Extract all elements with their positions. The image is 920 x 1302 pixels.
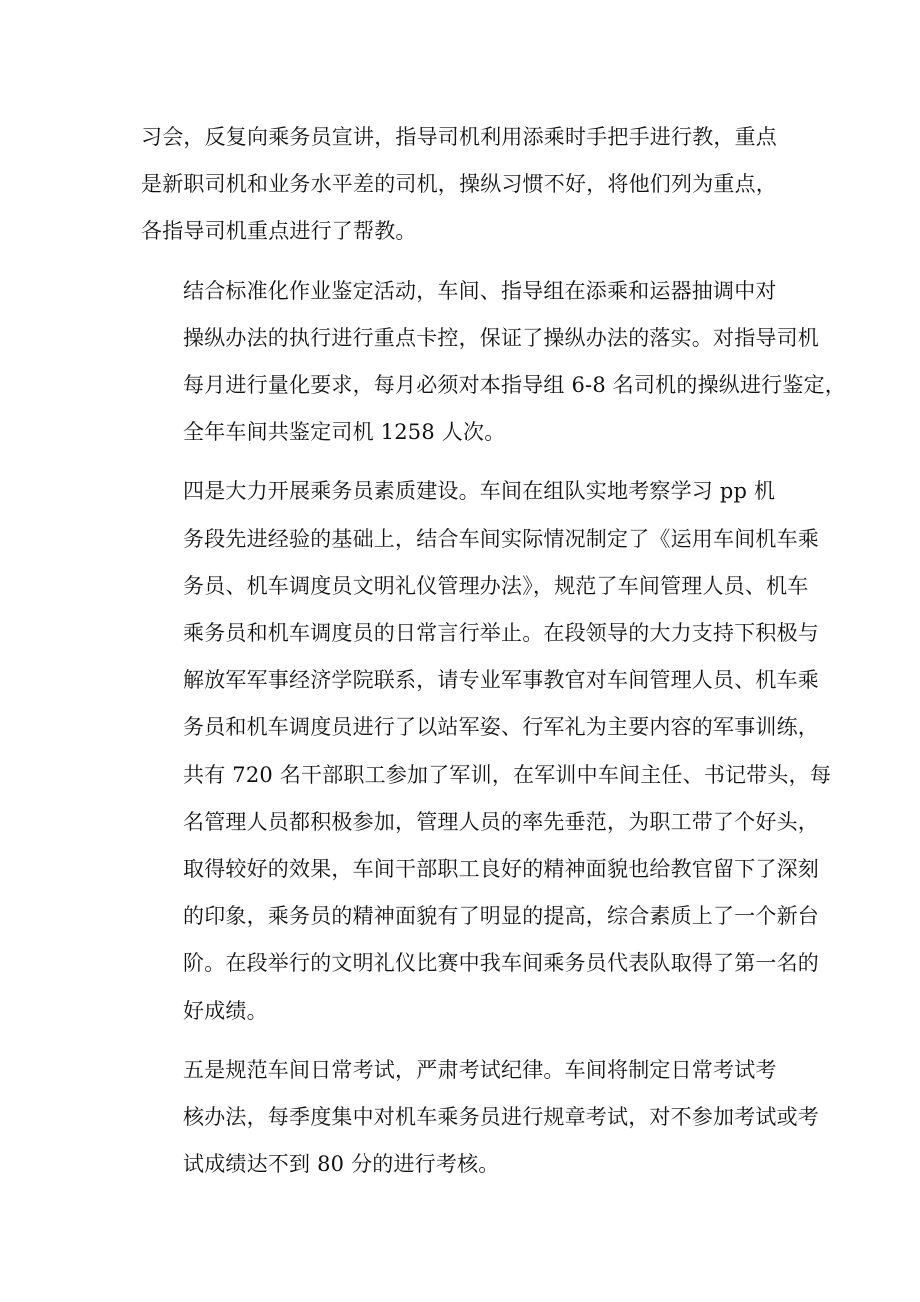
text-line: 解放军军事经济学院联系，请专业军事教官对车间管理人员、机车乘 [183,668,819,693]
text-line: 取得较好的效果，车间干部职工良好的精神面貌也给教官留下了深刻 [183,857,819,882]
text-line: 全年车间共鉴定司机 1258 人次。 [183,420,506,445]
document-page [141,114,846,1200]
text-line: 的印象，乘务员的精神面貌有了明显的提高，综合素质上了一个新台 [183,904,819,929]
text-line: 务员和机车调度员进行了以站军姿、行军礼为主要内容的军事训练， [183,715,819,740]
text-line: 务段先进经验的基础上，结合车间实际情况制定了《运用车间机车乘 [183,526,819,551]
text-line: 试成绩达不到 80 分的进行考核。 [183,1152,500,1177]
text-line: 好成绩。 [183,998,268,1023]
text-line: 五是规范车间日常考试，严肃考试纪律。车间将制定日常考试考 [183,1057,777,1082]
text-line: 阶。在段举行的文明礼仪比赛中我车间乘务员代表队取得了第一名的 [183,951,819,976]
paragraph-crew-quality [141,468,832,1034]
text-line: 核办法，每季度集中对机车乘务员进行规章考试，对不参加考试或考 [183,1105,819,1130]
text-line: 乘务员和机车调度员的日常言行举止。在段领导的大力支持下积极与 [183,621,819,646]
paragraph-exam-discipline [141,1047,819,1189]
text-line: 名管理人员都积极参加，管理人员的率先垂范，为职工带了个好头， [183,809,819,834]
text-line: 操纵办法的执行进行重点卡控，保证了操纵办法的落实。对指导司机 [183,325,819,350]
text-line: 各指导司机重点进行了帮教。 [141,219,417,244]
text-line: 结合标准化作业鉴定活动，车间、指导组在添乘和运器抽调中对 [183,278,777,303]
text-line: 习会，反复向乘务员宣讲，指导司机利用添乘时手把手进行教，重点 [141,125,777,149]
text-line: 共有 720 名干部职工参加了军训，在军训中车间主任、书记带头，每 [183,762,832,787]
paragraph-standardization [141,268,846,457]
paragraph-study-meeting [141,114,781,256]
text-line: 每月进行量化要求，每月必须对本指导组 6-8 名司机的操纵进行鉴定， [183,373,846,398]
text-line: 四是大力开展乘务员素质建设。车间在组队实地考察学习 pp 机 [183,479,776,504]
text-line: 是新职司机和业务水平差的司机，操纵习惯不好，将他们列为重点， [141,172,777,197]
text-line: 务员、机车调度员文明礼仪管理办法》，规范了车间管理人员、机车 [183,573,809,598]
